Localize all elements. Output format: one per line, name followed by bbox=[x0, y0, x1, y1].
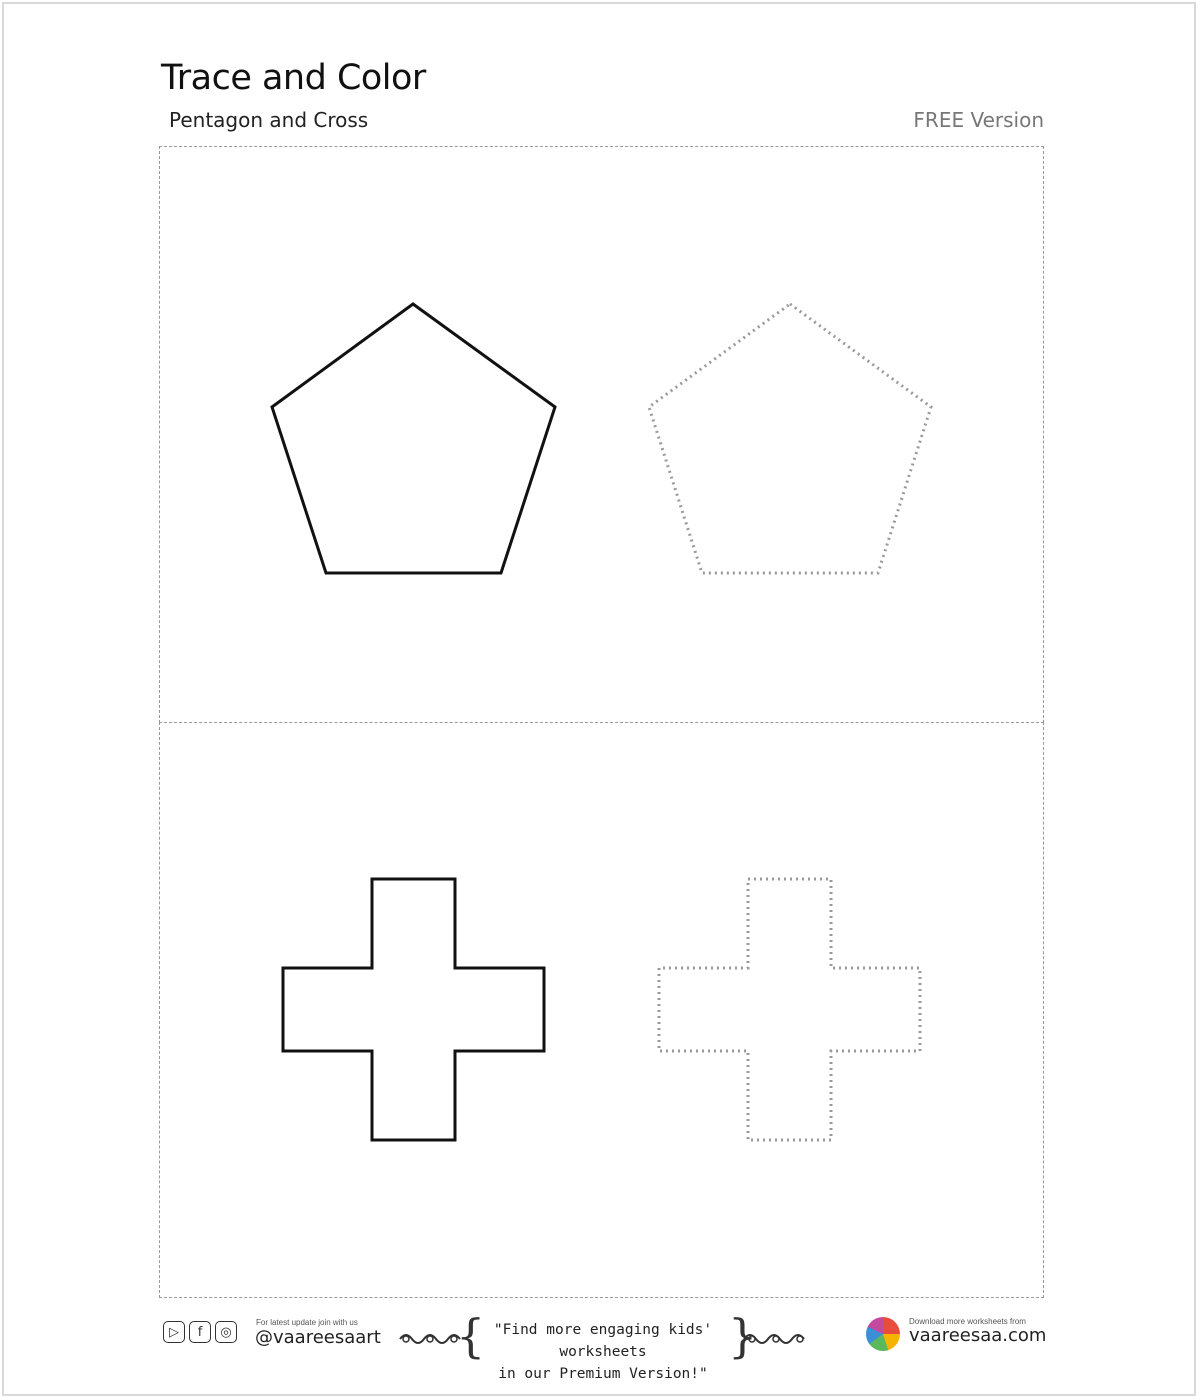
page-title: Trace and Color bbox=[161, 58, 426, 98]
swirl-right-icon bbox=[742, 1327, 808, 1351]
facebook-icon[interactable]: f bbox=[189, 1321, 211, 1343]
promo-text bbox=[472, 1319, 734, 1385]
social-caption: For latest update join with us bbox=[256, 1318, 358, 1327]
youtube-icon[interactable]: ▷ bbox=[163, 1321, 185, 1343]
promo-line-2: in our Premium Version!" bbox=[498, 1366, 708, 1382]
pentagon-tracing[interactable] bbox=[649, 304, 931, 573]
site-caption: Download more worksheets from bbox=[909, 1317, 1026, 1326]
version-label: FREE Version bbox=[913, 108, 1044, 132]
social-icons bbox=[163, 1321, 237, 1343]
instagram-icon[interactable]: ◎ bbox=[215, 1321, 237, 1343]
site-url-link[interactable]: vaareesaa.com bbox=[909, 1325, 1047, 1346]
promo-line-1: "Find more engaging kids' worksheets bbox=[493, 1322, 713, 1360]
page-subtitle: Pentagon and Cross bbox=[169, 108, 369, 132]
vaareesaa-logo bbox=[866, 1317, 900, 1351]
brace-right-icon: } bbox=[728, 1309, 758, 1363]
social-handle[interactable]: @vaareesaart bbox=[255, 1327, 381, 1348]
brace-left-icon: { bbox=[456, 1309, 486, 1363]
pentagon-solid bbox=[272, 304, 555, 573]
cross-solid bbox=[283, 879, 544, 1140]
footer bbox=[0, 1305, 1200, 1382]
swirl-left-icon bbox=[398, 1327, 464, 1351]
cross-tracing[interactable] bbox=[659, 879, 920, 1140]
